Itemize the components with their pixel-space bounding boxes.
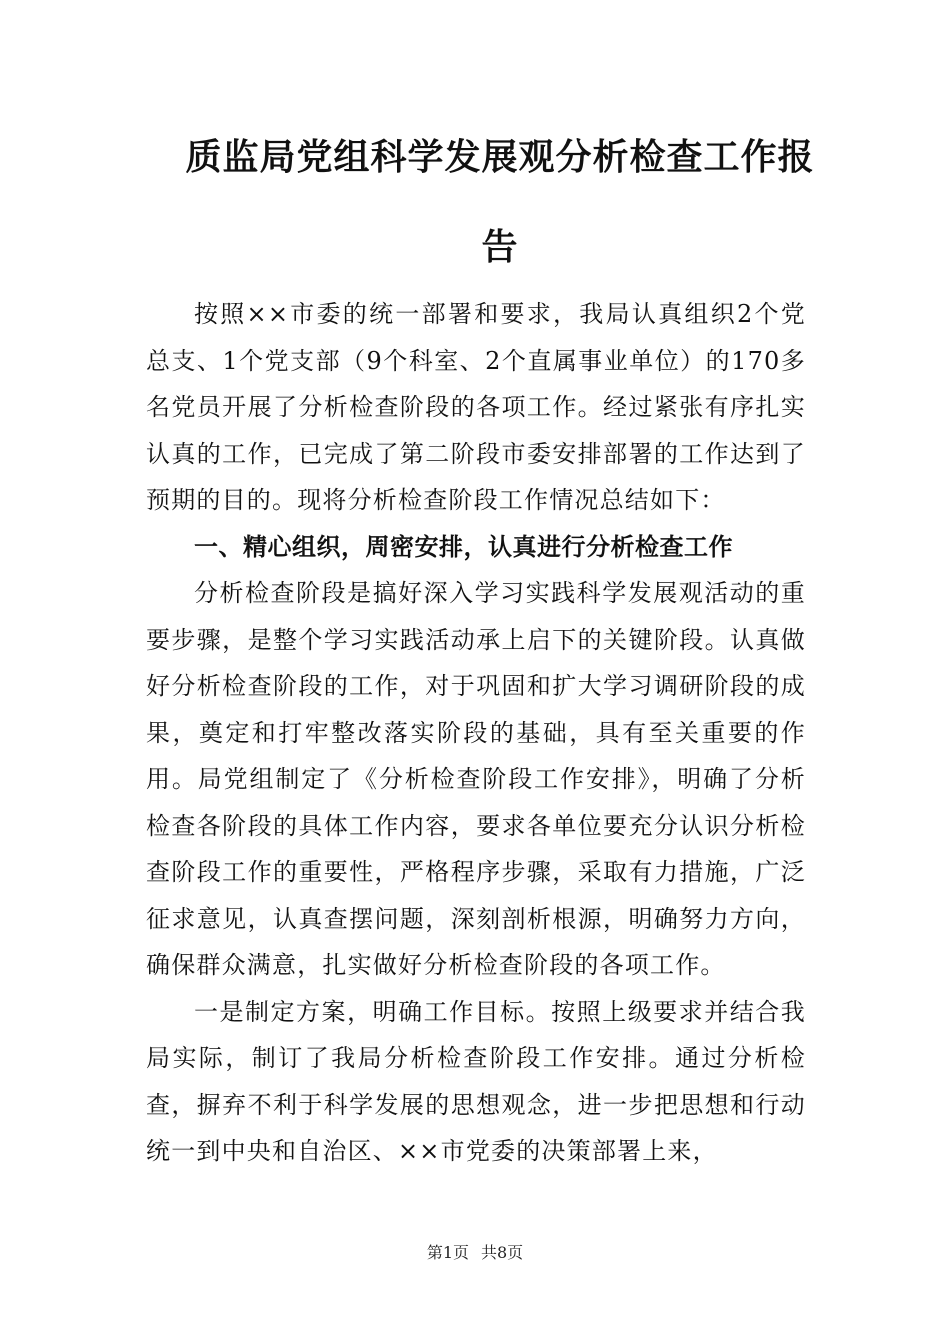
- body-paragraph: 一是制定方案，明确工作目标。按照上级要求并结合我局实际，制订了我局分析检查阶段工作安排。通过分析检查，摒弃不利于科学发展的思想观念，进一步把思想和行动统一到中央和自治区、××市党委的决策部署上来，: [146, 997, 806, 1165]
- document-body: [146, 291, 806, 1175]
- body-paragraph: 分析检查阶段是搞好深入学习实践科学发展观活动的重要步骤，是整个学习实践活动承上启下的关键阶段。认真做好分析检查阶段的工作，对于巩固和扩大学习调研阶段的成果，奠定和打牢整改落实阶段的基础，具有至关重要的作用。局党组制定了《分析检查阶段工作安排》，明确了分析检查各阶段的具体工作内容，要求各单位要充分认识分析检查阶段工作的重要性，严格程序步骤，采取有力措施，广泛征求意见，认真查摆问题，深刻剖析根源，明确努力方向，确保群众满意，扎实做好分析检查阶段的各项工作。: [146, 579, 806, 979]
- page-footer: [0, 1240, 950, 1263]
- document-title: [140, 112, 860, 292]
- title-line-2: 告: [481, 226, 519, 268]
- page-number: 第1页: [426, 1243, 469, 1262]
- page-total: 共8页: [481, 1243, 524, 1262]
- intro-paragraph: 按照××市委的统一部署和要求，我局认真组织2个党总支、1个党支部（9个科室、2个直属事业单位）的170多名党员开展了分析检查阶段的各项工作。经过紧张有序扎实认真的工作，已完成了第二阶段市委安排部署的工作达到了预期的目的。现将分析检查阶段工作情况总结如下：: [146, 300, 806, 514]
- section-heading-1: 一、精心组织，周密安排，认真进行分析检查工作: [194, 532, 733, 561]
- title-line-1: 质监局党组科学发展观分析检查工作报: [185, 136, 815, 178]
